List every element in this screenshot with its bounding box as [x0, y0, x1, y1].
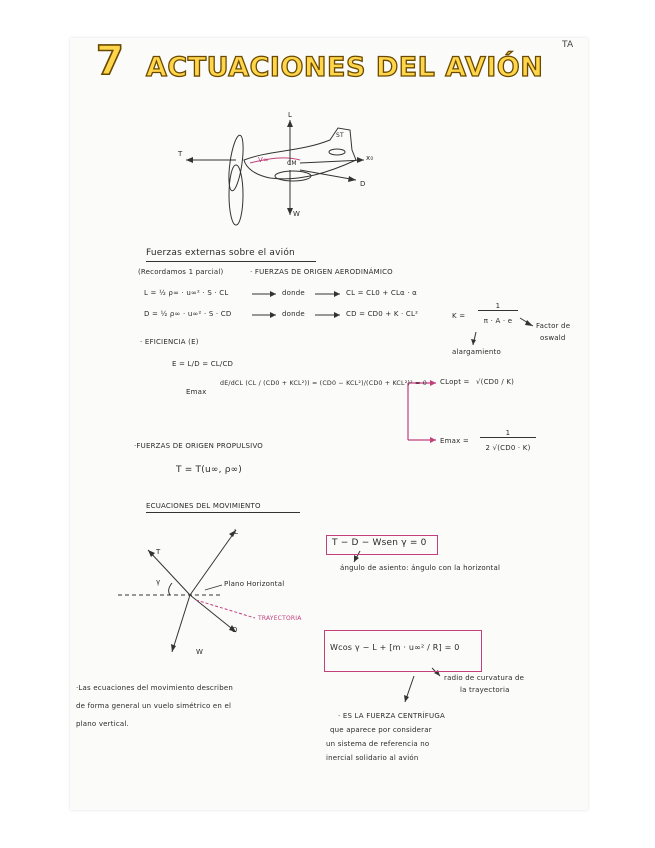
emax-label: Emax: [186, 388, 207, 396]
center-mass-label: CM: [287, 160, 297, 167]
centrifugal-note-3: un sistema de referencia no: [326, 740, 430, 748]
motion-equation-1: T − D − Wsen γ = 0: [332, 538, 427, 548]
motion-weight-label: W: [196, 648, 204, 656]
external-forces-heading: Fuerzas externas sobre el avión: [146, 248, 295, 258]
emax-result-lhs: Emax =: [440, 437, 469, 445]
curvature-note-1: radio de curvatura de: [444, 674, 525, 682]
chapter-title: ACTUACIONES DEL AVIÓN: [146, 52, 544, 83]
motion-thrust-label: T: [156, 548, 161, 556]
drag-equation: D = ½ ρ∞ · u∞² · S · CD: [144, 310, 232, 318]
k-note-oswald: oswald: [540, 334, 566, 342]
left-note-line-1: ·Las ecuaciones del movimiento describen: [76, 684, 233, 692]
tail-label: ST: [336, 132, 344, 139]
lift-where: donde: [282, 289, 305, 297]
thrust-equation: T = T(u∞, ρ∞): [176, 465, 243, 475]
motion-heading: ECUACIONES DEL MOVIMIENTO: [146, 502, 261, 510]
weight-label: W: [293, 210, 301, 218]
clopt-lhs: CLopt =: [440, 378, 470, 386]
k-equation-lhs: K =: [452, 312, 466, 320]
velocity-label: V∞: [258, 156, 270, 164]
lift-equation: L = ½ ρ∞ · u∞² · S · CL: [144, 289, 229, 297]
axis-label: x₀: [366, 154, 374, 162]
centrifugal-note-1: · ES LA FUERZA CENTRÍFUGA: [338, 712, 445, 720]
centrifugal-note-4: inercial solidario al avión: [326, 754, 419, 762]
propulsive-heading: ·FUERZAS DE ORIGEN PROPULSIVO: [134, 442, 264, 450]
chapter-number: 7: [96, 38, 124, 84]
author-initials: TA: [562, 40, 574, 50]
aero-forces-heading: · FUERZAS DE ORIGEN AERODINÁMICO: [250, 268, 393, 276]
motion-heading-underline: [146, 512, 300, 513]
drag-where: donde: [282, 310, 305, 318]
k-note-factor: Factor de: [536, 322, 571, 330]
drag-label: D: [360, 180, 366, 188]
motion-lift-label: L: [234, 528, 239, 536]
motion-drag-label: D: [232, 626, 238, 634]
motion-equation-2: Wcos γ − L + [m · u∞² / R] = 0: [330, 643, 460, 652]
thrust-label: T: [178, 150, 183, 158]
curvature-note-2: la trayectoria: [460, 686, 510, 694]
efficiency-heading: · EFICIENCIA (E): [140, 338, 199, 346]
lift-label: L: [288, 111, 293, 119]
emax-numerator: 1: [480, 429, 536, 438]
drag-coefficient: CD = CD0 + K · CL²: [346, 310, 419, 318]
emax-derivative: dE/dCL (CL / (CD0 + KCL²)) = (CD0 − KCL²)/(CD0 + KCL²)² = 0: [220, 380, 427, 387]
emax-denominator: 2 √(CD0 · K): [485, 444, 531, 452]
efficiency-equation: E = L/D = CL/CD: [172, 360, 234, 368]
clopt-rhs: √(CD0 / K): [476, 378, 515, 386]
left-note-line-2: de forma general un vuelo simétrico en el: [76, 702, 232, 710]
left-note-line-3: plano vertical.: [76, 720, 129, 728]
lift-coefficient: CL = CL0 + CLα · α: [346, 289, 417, 297]
centrifugal-note-2: que aparece por considerar: [330, 726, 432, 734]
recall-note: (Recordamos 1 parcial): [138, 268, 224, 276]
k-numerator: 1: [478, 302, 518, 311]
horizontal-plane-label: Plano Horizontal: [224, 580, 285, 588]
attitude-angle-note: ángulo de asiento: ángulo con la horizontal: [340, 564, 501, 572]
heading-underline: [146, 261, 316, 262]
trajectory-label: TRAYECTORIA: [258, 615, 302, 622]
k-denominator: π · A · e: [483, 317, 513, 325]
k-note-aspect: alargamiento: [452, 348, 501, 356]
gamma-label: γ: [156, 578, 161, 586]
